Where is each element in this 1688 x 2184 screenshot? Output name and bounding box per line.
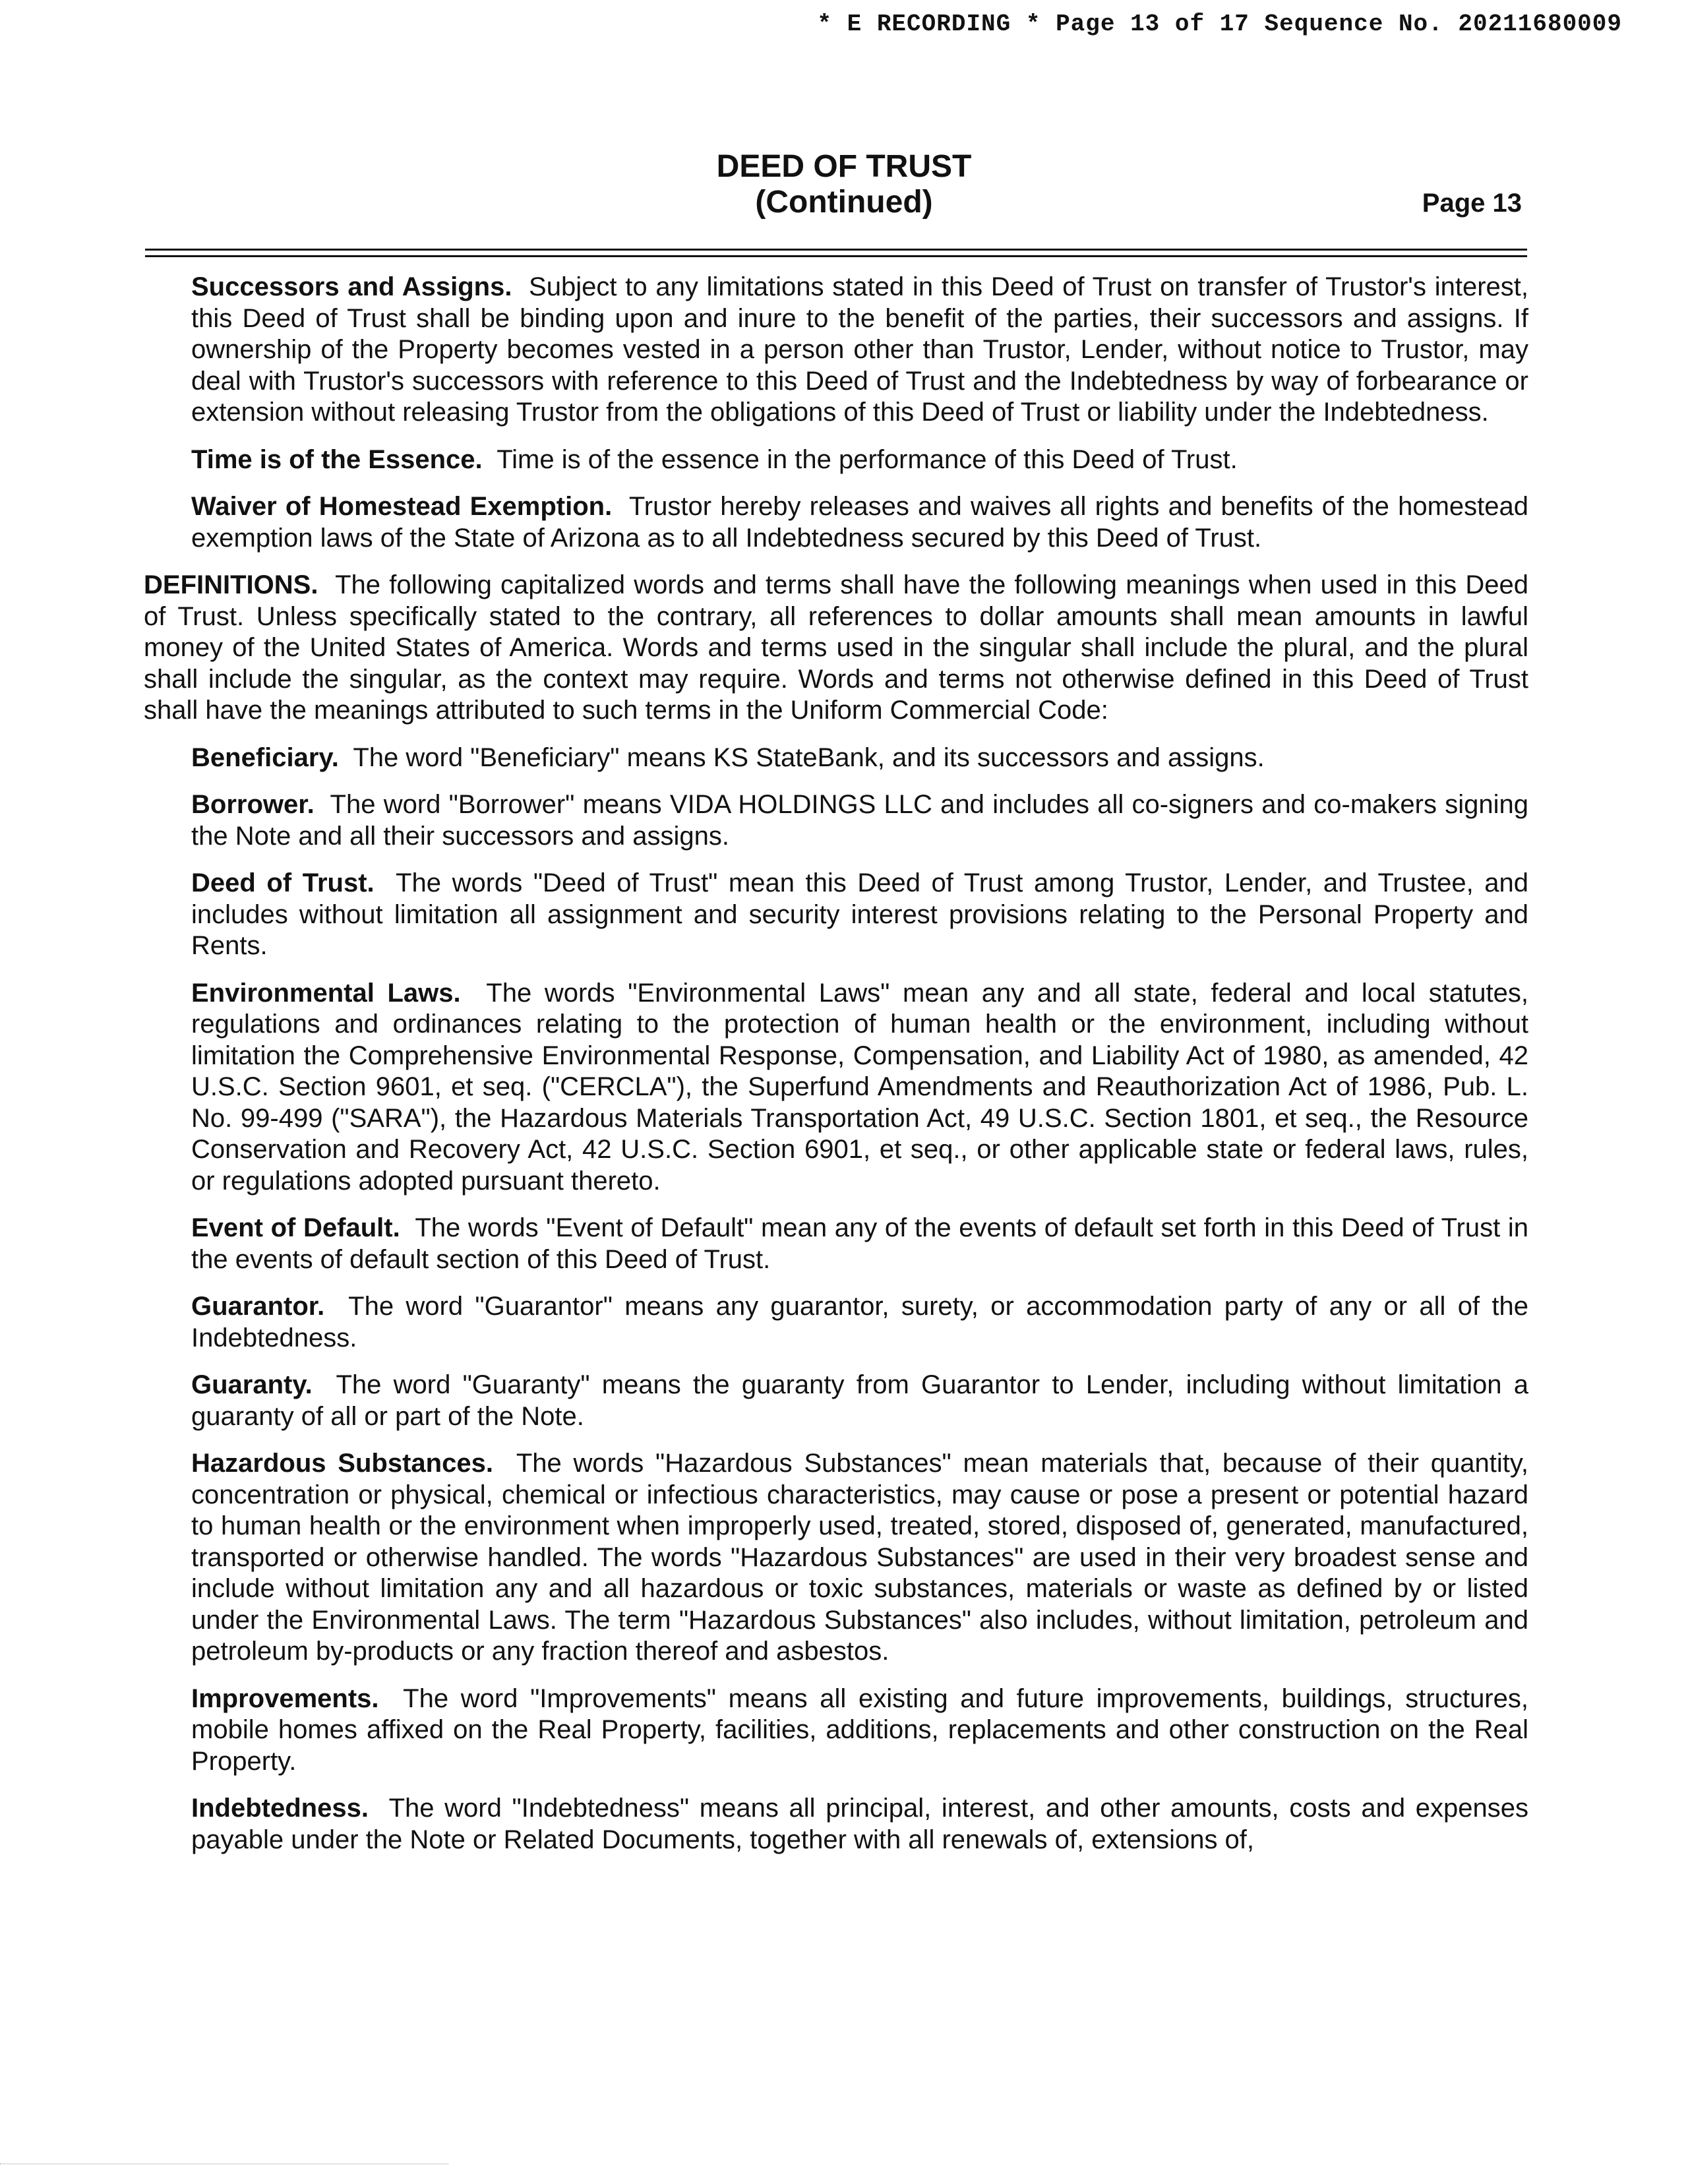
- document-body: [144, 272, 1528, 1871]
- section-time-is-of-the-essence: [144, 444, 1528, 476]
- definition-event-of-default: [144, 1213, 1528, 1275]
- definition-indebtedness: [144, 1793, 1528, 1856]
- definition-text: The word "Guarantor" means any guarantor, surety, or accommodation party of any or all of the Indebtedness.: [191, 1292, 1528, 1352]
- section-text: The following capitalized words and terms shall have the following meanings when used in this Deed of Trust. Unless specifically stated to the contrary, all references to dollar amounts shall mean amounts in lawful money of the United States of America. Words and terms used in the singular shall include the plural, and the plural shall include the singular, as the context may require. Words and terms not otherwise defined in this Deed of Trust shall have the meanings attributed to such terms in the Uniform Commercial Code:: [144, 570, 1528, 725]
- definition-deed-of-trust: [144, 868, 1528, 962]
- definition-term: Beneficiary.: [191, 743, 339, 772]
- section-definitions: [144, 570, 1528, 727]
- section-term: Time is of the Essence.: [191, 444, 483, 474]
- definition-text: The words "Event of Default" mean any of the events of default set forth in this Deed of Trust in the events of default section of this Deed of Trust.: [191, 1213, 1528, 1274]
- definition-text: The word "Borrower" means VIDA HOLDINGS LLC and includes all co-signers and co-makers signing the Note and all their successors and assigns.: [191, 790, 1528, 851]
- section-text: Subject to any limitations stated in this Deed of Trust on transfer of Trustor's interest, this Deed of Trust shall be binding upon and inure to the benefit of the parties, their successors and assigns. If ownership of the Property becomes vested in a person other than Trustor, Lender, without notice to Trustor, may deal with Trustor's successors with reference to this Deed of Trust and the Indebtedness by way of forbearance or extension without releasing Trustor from the obligations of this Deed of Trust or liability under the Indebtedness.: [191, 272, 1528, 427]
- definition-improvements: [144, 1684, 1528, 1778]
- definition-text: The words "Deed of Trust" mean this Deed of Trust among Trustor, Lender, and Trustee, and includes without limitation all assignment and security interest provisions relating to the Personal Property and Rents.: [191, 868, 1528, 960]
- section-successors-and-assigns: [144, 272, 1528, 429]
- definition-text: The word "Beneficiary" means KS StateBank, and its successors and assigns.: [353, 743, 1265, 772]
- definition-term: Guarantor.: [191, 1292, 325, 1321]
- definition-term: Deed of Trust.: [191, 868, 375, 897]
- document-title: DEED OF TRUST: [716, 149, 972, 184]
- definition-text: The words "Hazardous Substances" mean materials that, because of their quantity, concentration or physical, chemical or infectious characteristics, may cause or pose a present or potential hazard to human health or the environment when improperly used, treated, stored, disposed of, generated, manufactured, transported or otherwise handled. The words "Hazardous Substances" are used in their very broadest sense and include without limitation any and all hazardous or toxic substances, materials or waste as defined by or listed under the Environmental Laws. The term "Hazardous Substances" also includes, without limitation, petroleum and petroleum by-products or any fraction thereof and asbestos.: [191, 1449, 1529, 1666]
- definition-guaranty: [144, 1370, 1528, 1432]
- definition-guarantor: [144, 1291, 1528, 1354]
- section-term: DEFINITIONS.: [144, 570, 318, 599]
- definition-text: The word "Guaranty" means the guaranty from Guarantor to Lender, including without limitation a guaranty of all or part of the Note.: [191, 1370, 1528, 1431]
- definition-borrower: [144, 789, 1528, 852]
- definition-term: Event of Default.: [191, 1213, 400, 1242]
- section-term: Successors and Assigns.: [191, 272, 512, 301]
- header-rule-top: [145, 249, 1527, 251]
- header-rule-bottom: [145, 255, 1527, 257]
- section-text: Time is of the essence in the performance of this Deed of Trust.: [497, 444, 1238, 474]
- document-subtitle: (Continued): [755, 185, 933, 220]
- page-number: Page 13: [1422, 189, 1522, 218]
- definition-text: The words "Environmental Laws" mean any and all state, federal and local statutes, regulations and ordinances relating to the protection of human health or the environment, including without limitation the Comprehensive Environmental Response, Compensation, and Liability Act of 1980, as amended, 42 U.S.C. Section 9601, et seq. ("CERCLA"), the Superfund Amendments and Reauthorization Act of 1986, Pub. L. No. 99-499 ("SARA"), the Hazardous Materials Transportation Act, 49 U.S.C. Section 1801, et seq., the Resource Conservation and Recovery Act, 42 U.S.C. Section 6901, et seq., or other applicable state or federal laws, rules, or regulations adopted pursuant thereto.: [191, 978, 1528, 1196]
- definition-term: Indebtedness.: [191, 1794, 369, 1823]
- definition-term: Environmental Laws.: [191, 978, 461, 1008]
- definition-term: Borrower.: [191, 790, 315, 819]
- definition-text: The word "Improvements" means all existing and future improvements, buildings, structures, mobile homes affixed on the Real Property, facilities, additions, replacements and other construction on the Real Property.: [191, 1684, 1528, 1776]
- recording-stamp: * E RECORDING * Page 13 of 17 Sequence No. 20211680009: [817, 11, 1622, 38]
- definition-beneficiary: [144, 743, 1528, 774]
- definition-text: The word "Indebtedness" means all principal, interest, and other amounts, costs and expenses payable under the Note or Related Documents, together with all renewals of, extensions of,: [191, 1794, 1528, 1854]
- section-term: Waiver of Homestead Exemption.: [191, 492, 613, 521]
- definition-term: Hazardous Substances.: [191, 1449, 493, 1478]
- section-text: Trustor hereby releases and waives all rights and benefits of the homestead exemption laws of the State of Arizona as to all Indebtedness secured by this Deed of Trust.: [191, 492, 1528, 553]
- definition-environmental-laws: [144, 978, 1528, 1198]
- definition-term: Improvements.: [191, 1684, 379, 1713]
- section-waiver-of-homestead-exemption: [144, 491, 1528, 554]
- definition-term: Guaranty.: [191, 1370, 313, 1399]
- definition-hazardous-substances: [144, 1448, 1528, 1668]
